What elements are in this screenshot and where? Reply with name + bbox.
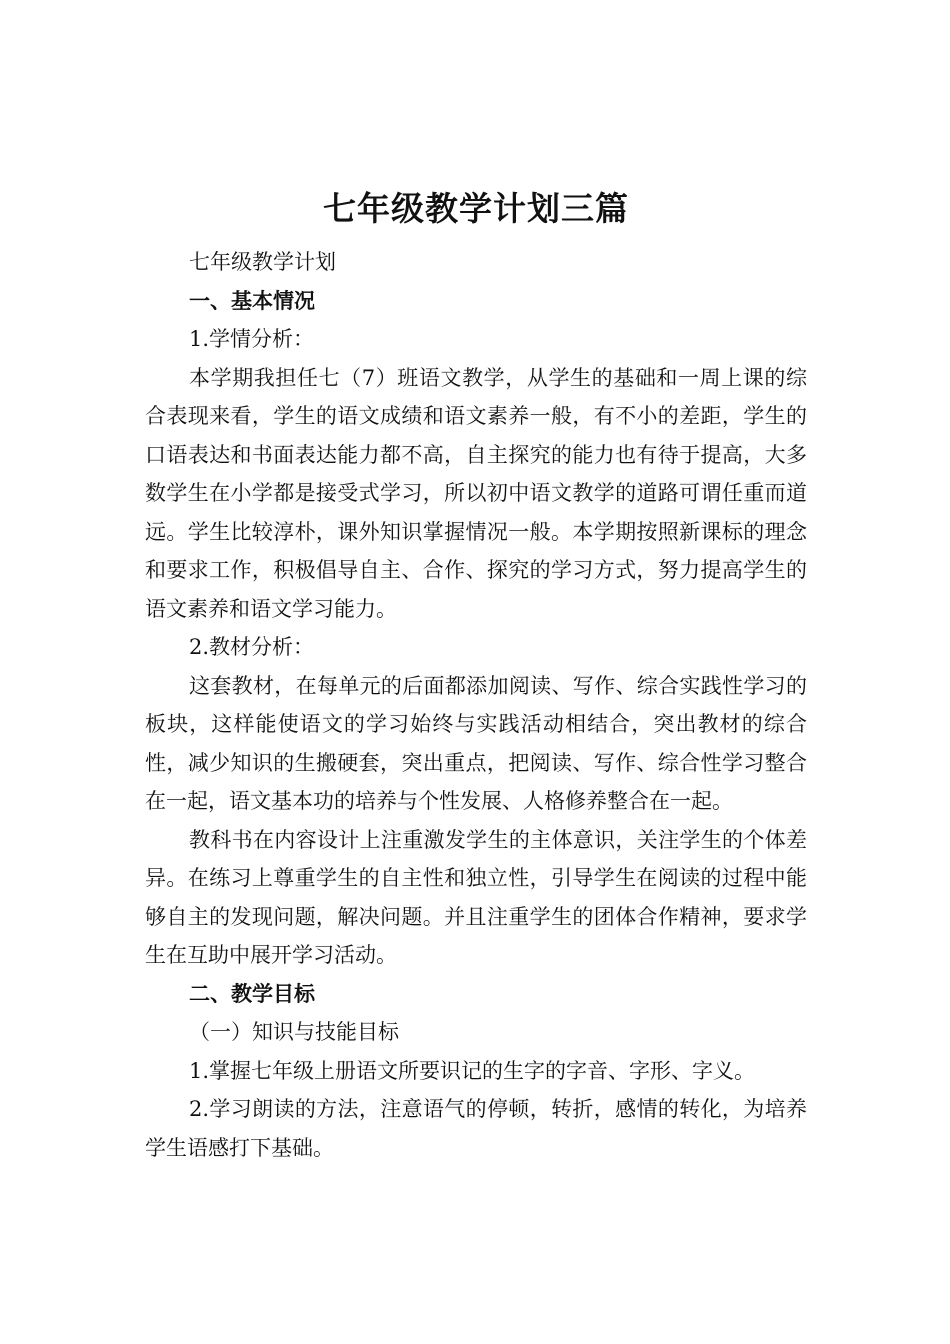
textbook-analysis-label: 2.教材分析： [189, 635, 315, 659]
document-subtitle: 七年级教学计划 [189, 250, 336, 274]
document-title: 七年级教学计划三篇 [323, 189, 629, 228]
section-heading-teaching-goals: 二、教学目标 [189, 981, 315, 1006]
textbook-analysis-paragraph-2: 教科书在内容设计上注重激发学生的主体意识，关注学生的个体差异。在练习上尊重学生的自主性和独立性，引导学生在阅读的过程中能够自主的发现问题，解决问题。并且注重学生的团体合作精神，要求学生在互助中展开学习活动。 [145, 827, 807, 967]
section-heading-basic-situation: 一、基本情况 [189, 288, 315, 313]
goal-item-1: 1.掌握七年级上册语文所要识记的生字的字音、字形、字义。 [189, 1058, 756, 1083]
student-analysis-label: 1.学情分析： [189, 327, 315, 351]
textbook-analysis-paragraph-1: 这套教材，在每单元的后面都添加阅读、写作、综合实践性学习的板块，这样能使语文的学习始终与实践活动相结合，突出教材的综合性，减少知识的生搬硬套，突出重点，把阅读、写作、综合性学习整合在一起，语文基本功的培养与个性发展、人格修养整合在一起。 [145, 673, 807, 813]
subsection-knowledge-skills: （一）知识与技能目标 [189, 1020, 399, 1044]
student-analysis-paragraph: 本学期我担任七（7）班语文教学，从学生的基础和一周上课的综合表现来看，学生的语文成绩和语文素养一般，有不小的差距，学生的口语表达和书面表达能力都不高，自主探究的能力也有待于提高，大多数学生在小学都是接受式学习，所以初中语文教学的道路可谓任重而道远。学生比较淳朴，课外知识掌握情况一般。本学期按照新课标的理念和要求工作，积极倡导自主、合作、探究的学习方式，努力提高学生的语文素养和语文学习能力。 [145, 365, 807, 621]
goal-item-2: 2.学习朗读的方法，注意语气的停顿，转折，感情的转化，为培养学生语感打下基础。 [145, 1097, 807, 1160]
document-page [145, 185, 807, 1167]
